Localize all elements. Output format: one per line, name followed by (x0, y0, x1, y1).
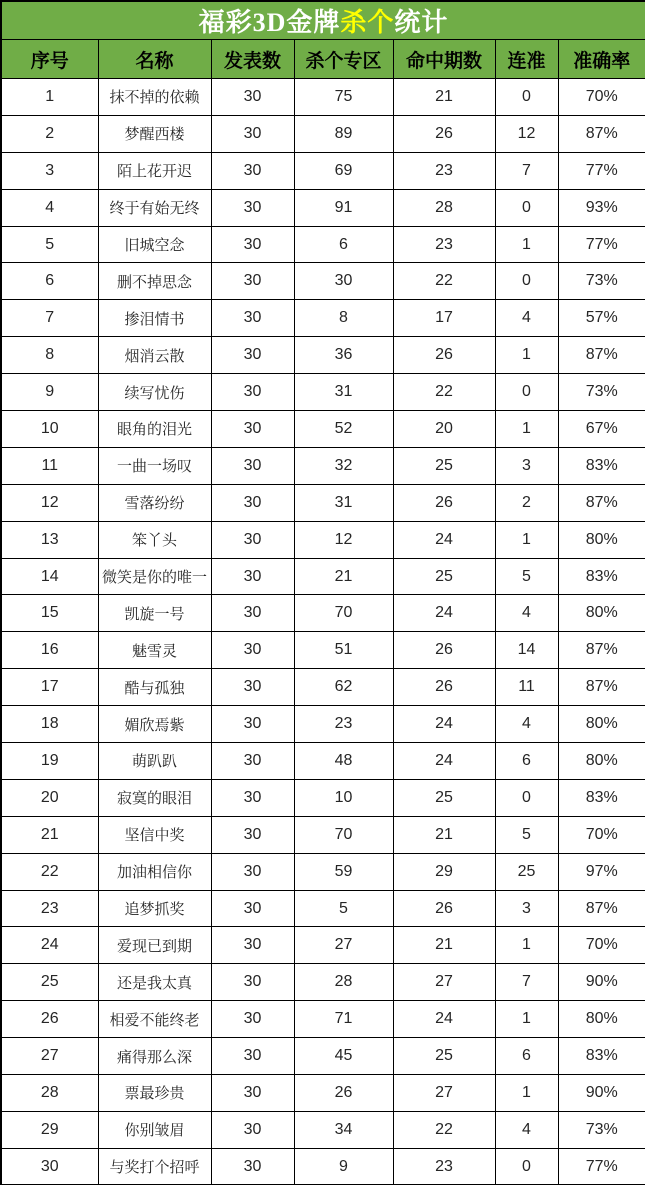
cell-hit-periods: 23 (393, 226, 495, 263)
cell-index: 9 (1, 374, 98, 411)
cell-index: 22 (1, 853, 98, 890)
column-header-kill-zone: 杀个专区 (294, 40, 393, 79)
cell-streak: 1 (495, 1001, 558, 1038)
cell-streak: 3 (495, 890, 558, 927)
cell-published: 30 (211, 1111, 294, 1148)
table-row (1, 263, 645, 300)
cell-name: 续写忧伤 (98, 374, 211, 411)
cell-hit-periods: 24 (393, 595, 495, 632)
cell-streak: 25 (495, 853, 558, 890)
cell-kill-zone: 91 (294, 189, 393, 226)
cell-published: 30 (211, 706, 294, 743)
cell-accuracy: 77% (558, 152, 645, 189)
cell-hit-periods: 24 (393, 1001, 495, 1038)
cell-published: 30 (211, 779, 294, 816)
cell-hit-periods: 24 (393, 521, 495, 558)
table-row (1, 890, 645, 927)
cell-streak: 6 (495, 743, 558, 780)
cell-published: 30 (211, 447, 294, 484)
cell-accuracy: 83% (558, 779, 645, 816)
cell-accuracy: 57% (558, 300, 645, 337)
table-row (1, 226, 645, 263)
cell-accuracy: 83% (558, 558, 645, 595)
cell-streak: 7 (495, 152, 558, 189)
cell-index: 8 (1, 337, 98, 374)
cell-index: 20 (1, 779, 98, 816)
cell-published: 30 (211, 853, 294, 890)
table-body (1, 79, 645, 1185)
cell-published: 30 (211, 595, 294, 632)
table-row (1, 447, 645, 484)
cell-index: 30 (1, 1148, 98, 1185)
cell-streak: 1 (495, 521, 558, 558)
table-row (1, 964, 645, 1001)
cell-index: 25 (1, 964, 98, 1001)
cell-accuracy: 70% (558, 927, 645, 964)
cell-hit-periods: 26 (393, 632, 495, 669)
cell-index: 11 (1, 447, 98, 484)
cell-name: 与奖打个招呼 (98, 1148, 211, 1185)
table-row (1, 411, 645, 448)
cell-streak: 0 (495, 779, 558, 816)
table-row (1, 152, 645, 189)
column-header-hit-periods: 命中期数 (393, 40, 495, 79)
cell-index: 13 (1, 521, 98, 558)
cell-index: 12 (1, 484, 98, 521)
cell-kill-zone: 62 (294, 669, 393, 706)
cell-name: 烟消云散 (98, 337, 211, 374)
cell-kill-zone: 36 (294, 337, 393, 374)
cell-hit-periods: 23 (393, 1148, 495, 1185)
cell-hit-periods: 26 (393, 669, 495, 706)
cell-kill-zone: 48 (294, 743, 393, 780)
cell-index: 19 (1, 743, 98, 780)
cell-hit-periods: 28 (393, 189, 495, 226)
cell-name: 一曲一场叹 (98, 447, 211, 484)
table-row (1, 1001, 645, 1038)
cell-kill-zone: 28 (294, 964, 393, 1001)
cell-published: 30 (211, 743, 294, 780)
cell-hit-periods: 26 (393, 115, 495, 152)
cell-streak: 1 (495, 337, 558, 374)
cell-accuracy: 87% (558, 669, 645, 706)
cell-name: 魅雪灵 (98, 632, 211, 669)
cell-accuracy: 87% (558, 337, 645, 374)
cell-index: 18 (1, 706, 98, 743)
cell-accuracy: 73% (558, 374, 645, 411)
cell-hit-periods: 21 (393, 927, 495, 964)
cell-accuracy: 87% (558, 632, 645, 669)
cell-name: 寂寞的眼泪 (98, 779, 211, 816)
cell-published: 30 (211, 79, 294, 116)
cell-streak: 12 (495, 115, 558, 152)
cell-published: 30 (211, 558, 294, 595)
table-row (1, 927, 645, 964)
title-highlight: 杀个 (340, 8, 395, 37)
cell-name: 追梦抓奖 (98, 890, 211, 927)
cell-accuracy: 70% (558, 79, 645, 116)
cell-kill-zone: 31 (294, 374, 393, 411)
cell-kill-zone: 10 (294, 779, 393, 816)
cell-name: 笨丫头 (98, 521, 211, 558)
cell-name: 删不掉思念 (98, 263, 211, 300)
cell-name: 陌上花开迟 (98, 152, 211, 189)
cell-streak: 4 (495, 706, 558, 743)
cell-accuracy: 87% (558, 115, 645, 152)
cell-published: 30 (211, 189, 294, 226)
cell-hit-periods: 21 (393, 79, 495, 116)
cell-accuracy: 87% (558, 890, 645, 927)
cell-name: 爱现已到期 (98, 927, 211, 964)
cell-streak: 0 (495, 1148, 558, 1185)
table-row (1, 115, 645, 152)
cell-published: 30 (211, 152, 294, 189)
cell-streak: 11 (495, 669, 558, 706)
cell-accuracy: 80% (558, 706, 645, 743)
cell-name: 掺泪情书 (98, 300, 211, 337)
cell-accuracy: 70% (558, 816, 645, 853)
cell-index: 3 (1, 152, 98, 189)
cell-name: 加油相信你 (98, 853, 211, 890)
cell-hit-periods: 20 (393, 411, 495, 448)
cell-index: 4 (1, 189, 98, 226)
cell-accuracy: 80% (558, 521, 645, 558)
cell-index: 26 (1, 1001, 98, 1038)
table-row (1, 632, 645, 669)
table-row (1, 189, 645, 226)
cell-kill-zone: 6 (294, 226, 393, 263)
cell-streak: 3 (495, 447, 558, 484)
table-row (1, 300, 645, 337)
cell-name: 梦醒西楼 (98, 115, 211, 152)
cell-published: 30 (211, 115, 294, 152)
cell-name: 微笑是你的唯一 (98, 558, 211, 595)
cell-published: 30 (211, 411, 294, 448)
column-header-published: 发表数 (211, 40, 294, 79)
cell-streak: 0 (495, 263, 558, 300)
column-header-streak: 连准 (495, 40, 558, 79)
cell-name: 媚欣焉紫 (98, 706, 211, 743)
column-header-accuracy: 准确率 (558, 40, 645, 79)
table-row (1, 706, 645, 743)
cell-index: 23 (1, 890, 98, 927)
table-row (1, 816, 645, 853)
cell-accuracy: 80% (558, 743, 645, 780)
cell-index: 24 (1, 927, 98, 964)
cell-index: 10 (1, 411, 98, 448)
title-row (1, 1, 645, 40)
cell-published: 30 (211, 1148, 294, 1185)
cell-name: 你别皱眉 (98, 1111, 211, 1148)
cell-kill-zone: 52 (294, 411, 393, 448)
cell-published: 30 (211, 1075, 294, 1112)
cell-streak: 0 (495, 374, 558, 411)
cell-published: 30 (211, 669, 294, 706)
cell-kill-zone: 70 (294, 816, 393, 853)
table-row (1, 595, 645, 632)
cell-kill-zone: 34 (294, 1111, 393, 1148)
cell-hit-periods: 24 (393, 706, 495, 743)
cell-streak: 7 (495, 964, 558, 1001)
cell-index: 17 (1, 669, 98, 706)
cell-kill-zone: 23 (294, 706, 393, 743)
table-row (1, 853, 645, 890)
cell-name: 雪落纷纷 (98, 484, 211, 521)
cell-hit-periods: 24 (393, 743, 495, 780)
cell-kill-zone: 5 (294, 890, 393, 927)
cell-streak: 1 (495, 411, 558, 448)
cell-accuracy: 80% (558, 595, 645, 632)
cell-published: 30 (211, 484, 294, 521)
cell-name: 还是我太真 (98, 964, 211, 1001)
cell-hit-periods: 21 (393, 816, 495, 853)
cell-accuracy: 83% (558, 1038, 645, 1075)
cell-name: 终于有始无终 (98, 189, 211, 226)
table-row (1, 521, 645, 558)
cell-streak: 0 (495, 79, 558, 116)
cell-accuracy: 90% (558, 1075, 645, 1112)
cell-published: 30 (211, 1001, 294, 1038)
cell-name: 坚信中奖 (98, 816, 211, 853)
cell-streak: 1 (495, 927, 558, 964)
cell-index: 21 (1, 816, 98, 853)
cell-name: 票最珍贵 (98, 1075, 211, 1112)
cell-index: 29 (1, 1111, 98, 1148)
cell-name: 痛得那么深 (98, 1038, 211, 1075)
cell-index: 28 (1, 1075, 98, 1112)
cell-hit-periods: 17 (393, 300, 495, 337)
cell-published: 30 (211, 337, 294, 374)
table-row (1, 669, 645, 706)
table-row (1, 484, 645, 521)
cell-published: 30 (211, 226, 294, 263)
cell-hit-periods: 25 (393, 558, 495, 595)
cell-streak: 14 (495, 632, 558, 669)
cell-index: 6 (1, 263, 98, 300)
table-row (1, 1111, 645, 1148)
cell-streak: 4 (495, 300, 558, 337)
cell-hit-periods: 26 (393, 484, 495, 521)
table-row (1, 1075, 645, 1112)
table-row (1, 79, 645, 116)
cell-hit-periods: 27 (393, 1075, 495, 1112)
cell-kill-zone: 70 (294, 595, 393, 632)
cell-kill-zone: 8 (294, 300, 393, 337)
cell-hit-periods: 25 (393, 447, 495, 484)
cell-index: 7 (1, 300, 98, 337)
cell-published: 30 (211, 890, 294, 927)
cell-streak: 4 (495, 595, 558, 632)
cell-published: 30 (211, 964, 294, 1001)
cell-kill-zone: 27 (294, 927, 393, 964)
title-suffix: 统计 (394, 8, 449, 37)
cell-accuracy: 97% (558, 853, 645, 890)
cell-index: 2 (1, 115, 98, 152)
title-prefix: 福彩3D金牌 (198, 8, 341, 37)
cell-streak: 4 (495, 1111, 558, 1148)
cell-index: 5 (1, 226, 98, 263)
cell-accuracy: 93% (558, 189, 645, 226)
column-header-row (1, 40, 645, 79)
cell-published: 30 (211, 927, 294, 964)
cell-kill-zone: 26 (294, 1075, 393, 1112)
cell-accuracy: 77% (558, 1148, 645, 1185)
cell-streak: 5 (495, 558, 558, 595)
cell-index: 27 (1, 1038, 98, 1075)
cell-kill-zone: 59 (294, 853, 393, 890)
cell-name: 抹不掉的依赖 (98, 79, 211, 116)
cell-kill-zone: 45 (294, 1038, 393, 1075)
cell-accuracy: 77% (558, 226, 645, 263)
cell-name: 酷与孤独 (98, 669, 211, 706)
cell-index: 14 (1, 558, 98, 595)
cell-kill-zone: 31 (294, 484, 393, 521)
cell-published: 30 (211, 816, 294, 853)
cell-kill-zone: 71 (294, 1001, 393, 1038)
cell-streak: 6 (495, 1038, 558, 1075)
cell-kill-zone: 89 (294, 115, 393, 152)
cell-hit-periods: 25 (393, 779, 495, 816)
cell-kill-zone: 21 (294, 558, 393, 595)
cell-hit-periods: 22 (393, 1111, 495, 1148)
table-row (1, 374, 645, 411)
cell-kill-zone: 30 (294, 263, 393, 300)
column-header-index: 序号 (1, 40, 98, 79)
cell-published: 30 (211, 300, 294, 337)
table-row (1, 779, 645, 816)
cell-published: 30 (211, 263, 294, 300)
cell-name: 凯旋一号 (98, 595, 211, 632)
cell-hit-periods: 22 (393, 263, 495, 300)
table-row (1, 743, 645, 780)
cell-hit-periods: 25 (393, 1038, 495, 1075)
cell-accuracy: 83% (558, 447, 645, 484)
cell-accuracy: 80% (558, 1001, 645, 1038)
cell-hit-periods: 22 (393, 374, 495, 411)
cell-kill-zone: 69 (294, 152, 393, 189)
cell-accuracy: 73% (558, 1111, 645, 1148)
cell-streak: 1 (495, 1075, 558, 1112)
cell-streak: 2 (495, 484, 558, 521)
cell-published: 30 (211, 1038, 294, 1075)
cell-name: 萌趴趴 (98, 743, 211, 780)
cell-hit-periods: 29 (393, 853, 495, 890)
table-row (1, 1038, 645, 1075)
cell-kill-zone: 75 (294, 79, 393, 116)
column-header-name: 名称 (98, 40, 211, 79)
cell-streak: 0 (495, 189, 558, 226)
cell-published: 30 (211, 521, 294, 558)
page-title (1, 1, 645, 40)
cell-published: 30 (211, 374, 294, 411)
table-row (1, 1148, 645, 1185)
cell-kill-zone: 51 (294, 632, 393, 669)
cell-index: 15 (1, 595, 98, 632)
cell-streak: 5 (495, 816, 558, 853)
cell-accuracy: 73% (558, 263, 645, 300)
cell-accuracy: 90% (558, 964, 645, 1001)
table-row (1, 558, 645, 595)
table-row (1, 337, 645, 374)
cell-hit-periods: 27 (393, 964, 495, 1001)
cell-index: 16 (1, 632, 98, 669)
cell-kill-zone: 32 (294, 447, 393, 484)
cell-index: 1 (1, 79, 98, 116)
cell-streak: 1 (495, 226, 558, 263)
cell-name: 相爱不能终老 (98, 1001, 211, 1038)
cell-accuracy: 67% (558, 411, 645, 448)
cell-name: 眼角的泪光 (98, 411, 211, 448)
cell-kill-zone: 12 (294, 521, 393, 558)
cell-kill-zone: 9 (294, 1148, 393, 1185)
cell-accuracy: 87% (558, 484, 645, 521)
cell-hit-periods: 23 (393, 152, 495, 189)
cell-published: 30 (211, 632, 294, 669)
cell-name: 旧城空念 (98, 226, 211, 263)
cell-hit-periods: 26 (393, 337, 495, 374)
cell-hit-periods: 26 (393, 890, 495, 927)
